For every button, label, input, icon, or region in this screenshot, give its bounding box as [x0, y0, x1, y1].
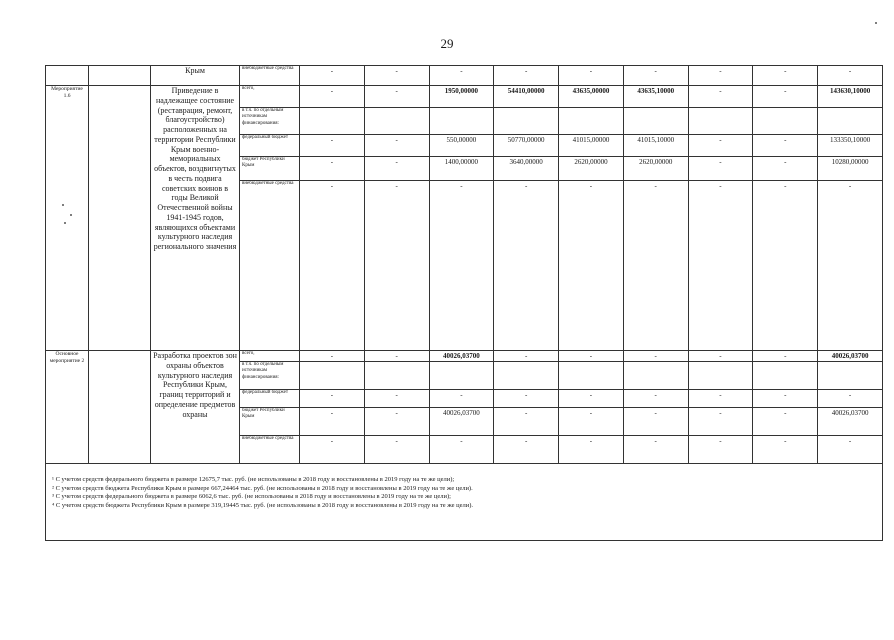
value-cell: - [300, 351, 365, 362]
value-cell: - [494, 408, 559, 436]
page-number: 29 [440, 36, 454, 51]
value-cell: - [818, 66, 883, 86]
value-cell: - [753, 86, 818, 108]
source-cell: бюджет Республики Крым [240, 408, 300, 436]
value-cell: - [753, 157, 818, 181]
value-cell: 1950,00000 [429, 86, 494, 108]
value-cell: - [364, 66, 429, 86]
value-cell: 40026,03700 [429, 351, 494, 362]
value-cell [688, 108, 753, 135]
value-cell: - [688, 66, 753, 86]
source-cell: в т.ч. по отдельным источникам финансирования: [240, 362, 300, 390]
value-cell: - [753, 436, 818, 464]
value-cell: - [364, 157, 429, 181]
table-row [46, 86, 883, 108]
value-cell: - [494, 66, 559, 86]
footnote: ² С учетом средств бюджета Республики Крым в размере 667,24464 тыс. руб. (не использованы в 2018 году и восстановлены в 2019 году на те же цели). [52, 484, 473, 492]
value-cell: - [494, 390, 559, 408]
table-row [46, 351, 883, 362]
value-cell [559, 108, 624, 135]
value-cell: 40026,03700 [818, 408, 883, 436]
value-cell: - [688, 436, 753, 464]
value-cell: - [623, 436, 688, 464]
value-cell: - [623, 408, 688, 436]
value-cell: - [623, 351, 688, 362]
value-cell: 40026,03700 [429, 408, 494, 436]
value-cell [429, 362, 494, 390]
value-cell: - [300, 181, 365, 351]
source-cell: федеральный бюджет [240, 135, 300, 157]
scan-speck [70, 214, 72, 216]
value-cell: - [688, 86, 753, 108]
value-cell: - [688, 157, 753, 181]
value-cell: 133350,10000 [818, 135, 883, 157]
value-cell [818, 108, 883, 135]
value-cell: - [753, 390, 818, 408]
value-cell [753, 108, 818, 135]
value-cell [753, 362, 818, 390]
value-cell: - [364, 86, 429, 108]
value-cell: - [364, 351, 429, 362]
value-cell [364, 108, 429, 135]
value-cell: 143630,10000 [818, 86, 883, 108]
value-cell: - [623, 66, 688, 86]
value-cell: - [300, 66, 365, 86]
measure-code: Мероприятие 1.6 [46, 86, 89, 351]
value-cell: 50770,00000 [494, 135, 559, 157]
value-cell [559, 362, 624, 390]
source-cell: внебюджетные средства [240, 66, 300, 86]
value-cell: - [688, 351, 753, 362]
value-cell [364, 362, 429, 390]
value-cell: 1400,00000 [429, 157, 494, 181]
value-cell [300, 108, 365, 135]
scan-speck [64, 222, 66, 224]
value-cell: 10280,00000 [818, 157, 883, 181]
value-cell: - [818, 390, 883, 408]
budget-table [45, 65, 883, 464]
footnote: ⁴ С учетом средств бюджета Республики Крым в размере 319,19445 тыс. руб. (не использованы в 2018 году и восстановлены в 2019 году на те же цели). [52, 501, 474, 509]
responsible-cell [89, 351, 151, 464]
scan-speck [62, 204, 64, 206]
source-cell: внебюджетные средства [240, 436, 300, 464]
value-cell [623, 108, 688, 135]
value-cell: - [753, 181, 818, 351]
value-cell: 2620,00000 [559, 157, 624, 181]
measure-code: Основное мероприятие 2 [46, 351, 89, 464]
footnotes [52, 476, 473, 510]
code-cell [46, 66, 89, 86]
value-cell: - [688, 390, 753, 408]
value-cell: - [429, 66, 494, 86]
value-cell [494, 362, 559, 390]
value-cell: - [559, 181, 624, 351]
value-cell: 40026,03700 [818, 351, 883, 362]
value-cell: 41015,00000 [559, 135, 624, 157]
name-cell: Крым [151, 66, 240, 86]
value-cell: - [300, 436, 365, 464]
value-cell: - [818, 181, 883, 351]
source-cell: всего, [240, 351, 300, 362]
value-cell: - [559, 66, 624, 86]
value-cell: - [753, 351, 818, 362]
value-cell: 3640,00000 [494, 157, 559, 181]
source-cell: бюджет Республики Крым [240, 157, 300, 181]
value-cell: - [364, 390, 429, 408]
footnote: ¹ С учетом средств федерального бюджета в размере 12675,7 тыс. руб. (не использованы в 2018 году и восстановлены в 2019 году на те же цели); [52, 476, 455, 483]
value-cell: - [559, 408, 624, 436]
value-cell: - [753, 66, 818, 86]
value-cell: - [818, 436, 883, 464]
value-cell: - [559, 390, 624, 408]
value-cell: 43635,00000 [559, 86, 624, 108]
value-cell: - [300, 408, 365, 436]
value-cell [623, 362, 688, 390]
value-cell: - [364, 135, 429, 157]
value-cell: - [429, 436, 494, 464]
value-cell: 550,00000 [429, 135, 494, 157]
measure-name: Приведение в надлежащее состояние (реставрация, ремонт, благоустройство) расположенных на территории Республики Крым военно-мемориальных объектов, воздвигнутых в честь подвига советских воинов в годы Великой Отечественной войны 1941-1945 годов, являющихся объектами культурного наследия регионального значения [151, 86, 240, 351]
value-cell: - [688, 181, 753, 351]
value-cell [300, 362, 365, 390]
value-cell: 43635,10000 [623, 86, 688, 108]
value-cell: - [429, 181, 494, 351]
value-cell: - [623, 390, 688, 408]
value-cell: 2620,00000 [623, 157, 688, 181]
source-cell: в т.ч. по отдельным источникам финансирования: [240, 108, 300, 135]
value-cell: - [688, 408, 753, 436]
value-cell [494, 108, 559, 135]
value-cell: - [753, 408, 818, 436]
source-cell: федеральный бюджет [240, 390, 300, 408]
value-cell: - [364, 408, 429, 436]
value-cell: - [364, 181, 429, 351]
value-cell: - [429, 390, 494, 408]
value-cell: - [300, 390, 365, 408]
footnote: ³ С учетом средств федерального бюджета в размере 6062,6 тыс. руб. (не использованы в 2018 году и восстановлены в 2019 году на те же цели); [52, 493, 451, 501]
table-row [46, 66, 883, 86]
value-cell [429, 108, 494, 135]
value-cell: - [364, 436, 429, 464]
value-cell: - [688, 135, 753, 157]
scan-speck [875, 22, 877, 24]
value-cell: - [494, 181, 559, 351]
value-cell: - [300, 135, 365, 157]
value-cell [688, 362, 753, 390]
value-cell: - [559, 351, 624, 362]
value-cell: - [494, 436, 559, 464]
value-cell: - [494, 351, 559, 362]
value-cell: 54410,00000 [494, 86, 559, 108]
value-cell [818, 362, 883, 390]
responsible-cell [89, 86, 151, 351]
source-cell: внебюджетные средства [240, 181, 300, 351]
value-cell: - [623, 181, 688, 351]
value-cell: - [753, 135, 818, 157]
value-cell: - [559, 436, 624, 464]
value-cell: - [300, 157, 365, 181]
responsible-cell [89, 66, 151, 86]
value-cell: - [300, 86, 365, 108]
value-cell: 41015,10000 [623, 135, 688, 157]
measure-name: Разработка проектов зон охраны объектов культурного наследия Республики Крым, границ территорий и определение предметов охраны [151, 351, 240, 464]
source-cell: всего, [240, 86, 300, 108]
